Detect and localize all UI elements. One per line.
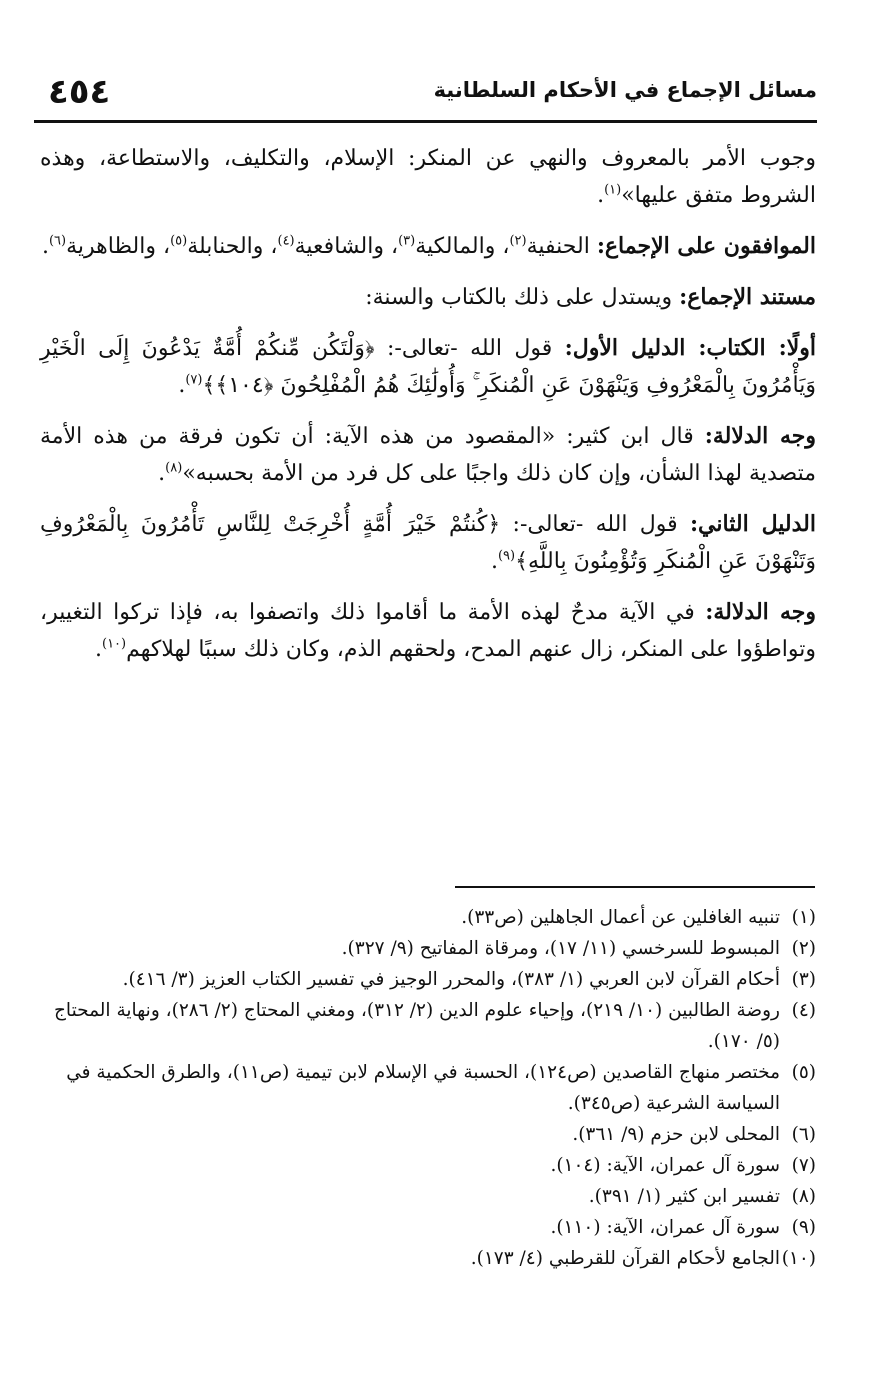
- footnote-number: (٦): [791, 1124, 816, 1145]
- section-label: وجه الدلالة:: [704, 423, 816, 449]
- paragraph-text: ، والحنابلة: [187, 234, 278, 259]
- footnote-text: سورة آل عمران، الآية: (١١٠).: [550, 1217, 780, 1238]
- footnote-text: مختصر منهاج القاصدين (ص١٢٤)، الحسبة في الإسلام لابن تيمية (ص١١)، والطرق الحكمية في السياسة الشرعية (ص٣٤٥).: [66, 1062, 780, 1114]
- footnote-ref: (٣): [398, 233, 416, 249]
- paragraph-end: .: [158, 461, 166, 486]
- paragraph-7: [40, 594, 816, 668]
- page-header: [34, 70, 817, 114]
- paragraph-text: قول الله -تعالى-:: [500, 512, 690, 537]
- footnote-item: [40, 1212, 816, 1243]
- footnote-item: [40, 1181, 816, 1212]
- footnote-separator: [455, 886, 815, 888]
- main-text: [40, 140, 816, 682]
- paragraph-text: قال ابن كثير: «المقصود من هذه الآية: أن تكون فرقة من هذه الأمة متصدية لهذا الشأن، وإن كان ذلك واجبًا على كل فرد من الأمة بحسبه»: [40, 424, 816, 486]
- footnote-text: تنبيه الغافلين عن أعمال الجاهلين (ص٣٣).: [461, 907, 780, 928]
- footnote-item: [40, 1119, 816, 1150]
- section-label: الموافقون على الإجماع:: [596, 233, 816, 259]
- paragraph-text: ، والشافعية: [294, 234, 399, 259]
- footnote-item: [40, 1243, 816, 1274]
- paragraph-text: ، والمالكية: [415, 234, 510, 259]
- footnote-ref: (٤): [277, 233, 295, 249]
- footnote-number: (٢): [791, 938, 816, 959]
- footnote-number: (٣): [791, 969, 816, 990]
- paragraph-text: ويستدل على ذلك بالكتاب والسنة:: [365, 285, 680, 310]
- section-label: الدليل الثاني:: [689, 511, 816, 537]
- footnote-item: [40, 995, 816, 1057]
- footnote-ref: (١٠): [101, 636, 127, 652]
- footnote-number: (٥): [791, 1062, 816, 1083]
- footnote-number: (٩): [791, 1217, 816, 1238]
- footnote-text: الجامع لأحكام القرآن للقرطبي (٤/ ١٧٣).: [470, 1248, 780, 1269]
- paragraph-6: [40, 506, 816, 580]
- section-label: وجه الدلالة:: [705, 599, 816, 625]
- footnote-ref: (٧): [185, 372, 203, 388]
- paragraph-text: وجوب الأمر بالمعروف والنهي عن المنكر: الإسلام، والتكليف، والاستطاعة، وهذه الشروط متفق عليها»: [40, 146, 816, 208]
- footnote-number: (٤): [791, 1000, 816, 1021]
- paragraph-end: .: [597, 183, 605, 208]
- quran-verse: ﴿كُنتُمْ خَيْرَ أُمَّةٍ أُخْرِجَتْ لِلنَّاسِ تَأْمُرُونَ بِالْمَعْرُوفِ وَتَنْهَوْنَ عَنِ الْمُنكَرِ وَتُؤْمِنُونَ بِاللَّهِ﴾: [40, 512, 816, 574]
- paragraph-5: [40, 418, 816, 492]
- footnote-number: (١): [791, 907, 816, 928]
- paragraph-4: [40, 330, 816, 404]
- footnote-ref: (٢): [509, 233, 527, 249]
- quran-verse: ﴿وَلْتَكُن مِّنكُمْ أُمَّةٌ يَدْعُونَ إِلَى الْخَيْرِ وَيَأْمُرُونَ بِالْمَعْرُوفِ وَيَنْهَوْنَ عَنِ الْمُنكَرِ ۚ وَأُولَٰئِكَ هُمُ الْمُفْلِحُونَ ﴿١٠٤﴾﴾: [40, 336, 816, 398]
- paragraph-end: .: [178, 373, 186, 398]
- footnote-text: أحكام القرآن لابن العربي (١/ ٣٨٣)، والمحرر الوجيز في تفسير الكتاب العزيز (٣/ ٤١٦).: [122, 969, 780, 990]
- section-label: مستند الإجماع:: [679, 284, 816, 310]
- footnote-item: [40, 964, 816, 995]
- paragraph-text: الحنفية: [526, 234, 597, 259]
- paragraph-end: .: [94, 637, 102, 662]
- paragraph-text: ، والظاهرية: [66, 234, 171, 259]
- footnote-item: [40, 902, 816, 933]
- paragraph-text: في الآية مدحٌ لهذه الأمة ما أقاموا ذلك واتصفوا به، فإذا تركوا التغيير، وتواطؤوا على المنكر، زال عنهم المدح، ولحقهم الذم، وكان ذلك سببًا لهلاكهم: [40, 600, 816, 662]
- footnote-text: المبسوط للسرخسي (١١/ ١٧)، ومرقاة المفاتيح (٩/ ٣٢٧).: [341, 938, 780, 959]
- footnote-ref: (٨): [165, 460, 183, 476]
- footnote-item: [40, 1150, 816, 1181]
- section-label: أولًا: الكتاب: الدليل الأول:: [564, 335, 816, 361]
- footnote-text: تفسير ابن كثير (١/ ٣٩١).: [588, 1186, 780, 1207]
- footnote-item: [40, 1057, 816, 1119]
- paragraph-2: [40, 228, 816, 265]
- footnote-ref: (٦): [48, 233, 67, 249]
- footnote-number: (١٠): [781, 1248, 816, 1269]
- footnote-number: (٧): [791, 1155, 816, 1176]
- header-rule: [34, 120, 817, 123]
- paragraph-3: [40, 279, 816, 316]
- paragraph-end: .: [41, 234, 49, 259]
- footnote-text: سورة آل عمران، الآية: (١٠٤).: [550, 1155, 780, 1176]
- footnote-text: روضة الطالبين (١٠/ ٢١٩)، وإحياء علوم الدين (٢/ ٣١٢)، ومغني المحتاج (٢/ ٢٨٦)، ونهاية المحتاج (٥/ ١٧٠).: [53, 1000, 780, 1052]
- paragraph-end: .: [490, 549, 498, 574]
- paragraph-text: قول الله -تعالى-:: [374, 336, 565, 361]
- paragraph-1: [40, 140, 816, 214]
- page-number: ٤٥٤: [48, 72, 111, 112]
- footnote-ref: (٩): [497, 548, 516, 564]
- footnote-ref: (١): [604, 182, 622, 198]
- footnote-number: (٨): [791, 1186, 816, 1207]
- footnote-item: [40, 933, 816, 964]
- running-title: مسائل الإجماع في الأحكام السلطانية: [433, 78, 817, 102]
- footnote-text: المحلى لابن حزم (٩/ ٣٦١).: [572, 1124, 780, 1145]
- footnote-ref: (٥): [170, 233, 188, 249]
- footnotes: [40, 902, 816, 1274]
